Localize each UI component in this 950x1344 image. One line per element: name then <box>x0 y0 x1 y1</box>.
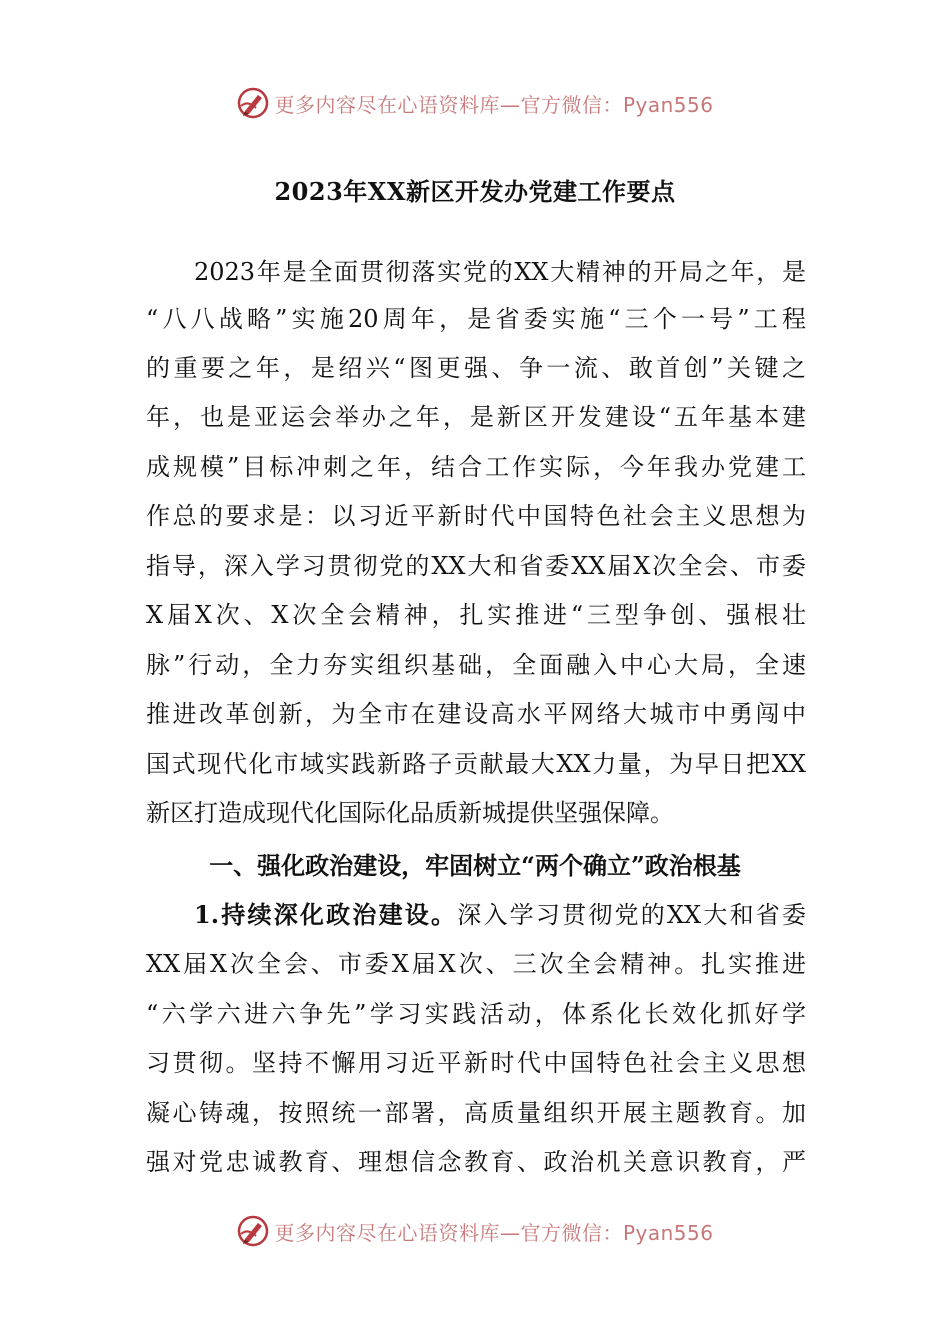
intro-line: 作总的要求是：以习近平新时代中国特色社会主义思想为 <box>146 502 806 530</box>
intro-line: 成规模”目标冲刺之年，结合工作实际，今年我办党建工 <box>146 453 806 481</box>
intro-line: 的重要之年，是绍兴“图更强、争一流、敢首创”关键之 <box>146 354 806 382</box>
item-line: “六学六进六争先”学习实践活动，体系化长效化抓好学 <box>146 1000 806 1028</box>
item-first-line <box>194 899 806 931</box>
item-line: XX届X次全会、市委X届X次、三次全会精神。扎实推进 <box>146 950 806 978</box>
intro-line: 推进改革创新，为全市在建设高水平网络大城市中勇闯中 <box>146 700 806 728</box>
intro-line: 指导，深入学习贯彻党的XX大和省委XX届X次全会、市委 <box>146 552 806 580</box>
watermark-text: 更多内容尽在心语资料库—官方微信：Pyan556 <box>274 92 714 117</box>
intro-line: 新区打造成现代化国际化品质新城提供坚强保障。 <box>146 799 674 827</box>
item-line: 习贯彻。坚持不懈用习近平新时代中国特色社会主义思想 <box>146 1049 806 1077</box>
watermark-text: 更多内容尽在心语资料库—官方微信：Pyan556 <box>274 1220 714 1245</box>
item-line: 强对党忠诚教育、理想信念教育、政治机关意识教育，严 <box>146 1148 806 1176</box>
intro-line: 年，也是亚运会举办之年，是新区开发建设“五年基本建 <box>146 403 806 431</box>
document-title: 2023年XX新区开发办党建工作要点 <box>274 177 676 206</box>
intro-line: 脉”行动，全力夯实组织基础，全面融入中心大局，全速 <box>146 651 806 679</box>
pen-logo-icon <box>236 1214 270 1248</box>
watermark-banner-bottom <box>0 1209 950 1253</box>
item-line: 凝心铸魂，按照统一部署，高质量组织开展主题教育。加 <box>146 1099 806 1127</box>
pen-logo-icon <box>236 86 270 120</box>
item-first-line-rest: 深入学习贯彻党的XX大和省委 <box>457 901 807 929</box>
intro-line: X届X次、X次全会精神，扎实推进“三型争创、强根壮 <box>146 601 806 629</box>
watermark-banner-top <box>0 81 950 125</box>
item-lead: 1.持续深化政治建设。 <box>194 900 458 929</box>
intro-line: 国式现代化市域实践新路子贡献最大XX力量，为早日把XX <box>146 750 806 778</box>
section-heading: 一、强化政治建设，牢固树立“两个确立”政治根基 <box>209 851 741 880</box>
intro-line: “八八战略”实施20周年，是省委实施“三个一号”工程 <box>146 305 806 333</box>
intro-line: 2023年是全面贯彻落实党的XX大精神的开局之年，是 <box>194 258 806 286</box>
